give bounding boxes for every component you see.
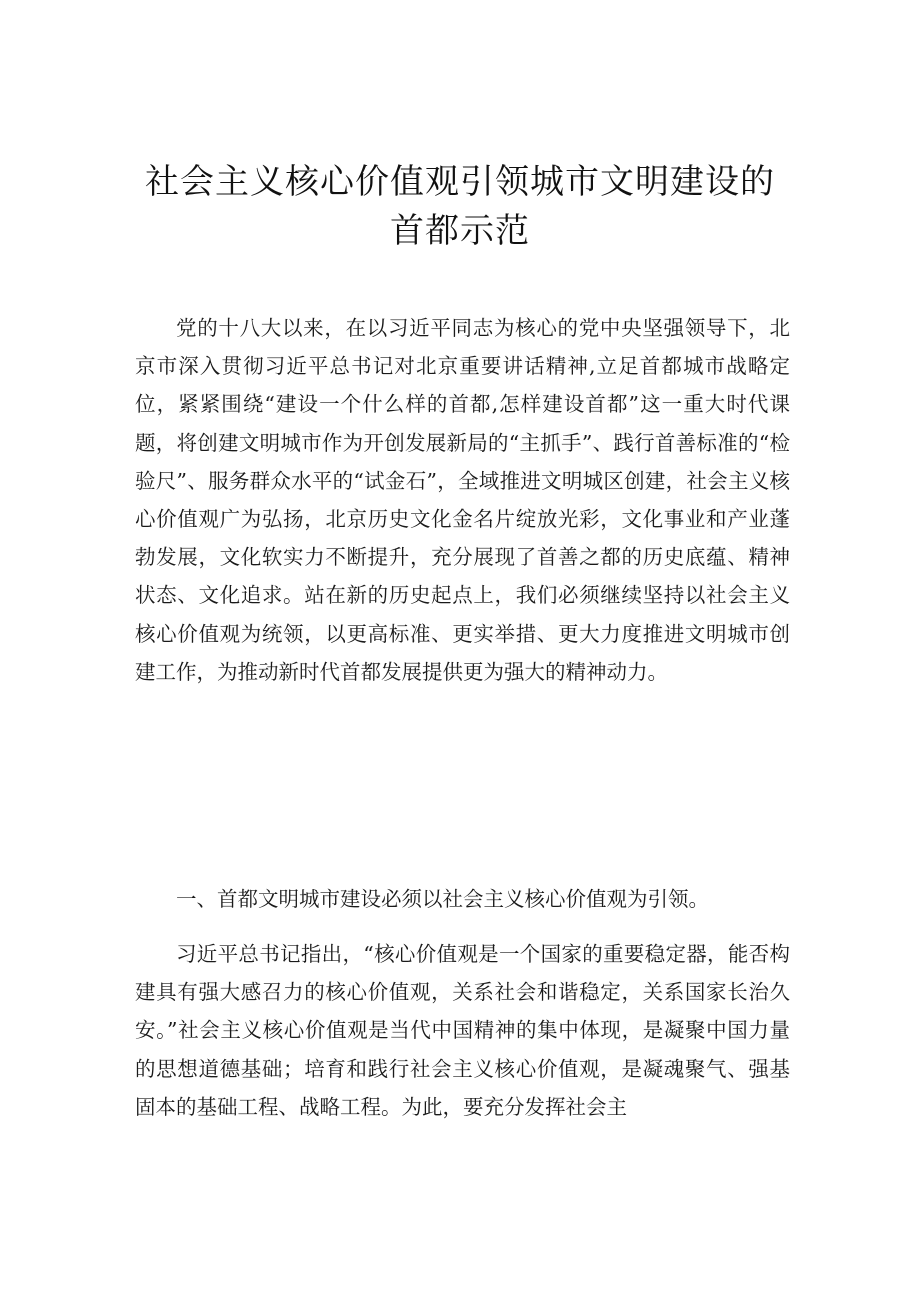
section-heading: 一、首都文明城市建设必须以社会主义核心价值观为引领。 — [176, 887, 709, 911]
document-title-line-1: 社会主义核心价值观引领城市文明建设的 — [145, 162, 775, 202]
intro-paragraph: 党的十八大以来，在以习近平同志为核心的党中央坚强领导下，北京市深入贯彻习近平总书记对北京重要讲话精神,立足首都城市战略定位，紧紧围绕“建设一个什么样的首都,怎样建设首都”这一重大时代课题，将创建文明城市作为开创发展新局的“主抓手”、践行首善标准的“检验尺”、服务群众水平的“试金石”，全域推进文明城区创建，社会主义核心价值观广为弘扬，北京历史文化金名片绽放光彩，文化事业和产业蓬勃发展，文化软实力不断提升，充分展现了首善之都的历史底蕴、精神状态、文化追求。站在新的历史起点上，我们必须继续坚持以社会主义核心价值观为统领，以更高标准、更实举措、更大力度推进文明城市创建工作，为推动新时代首都发展提供更为强大的精神动力。 — [135, 316, 790, 684]
body-paragraph: 习近平总书记指出，“核心价值观是一个国家的重要稳定器，能否构建具有强大感召力的核心价值观，关系社会和谐稳定，关系国家长治久安。”社会主义核心价值观是当代中国精神的集中体现，是凝聚中国力量的思想道德基础；培育和践行社会主义核心价值观，是凝魂聚气、强基固本的基础工程、战略工程。为此，要充分发挥社会主 — [135, 942, 790, 1119]
document-title-line-2: 首都示范 — [390, 211, 530, 251]
